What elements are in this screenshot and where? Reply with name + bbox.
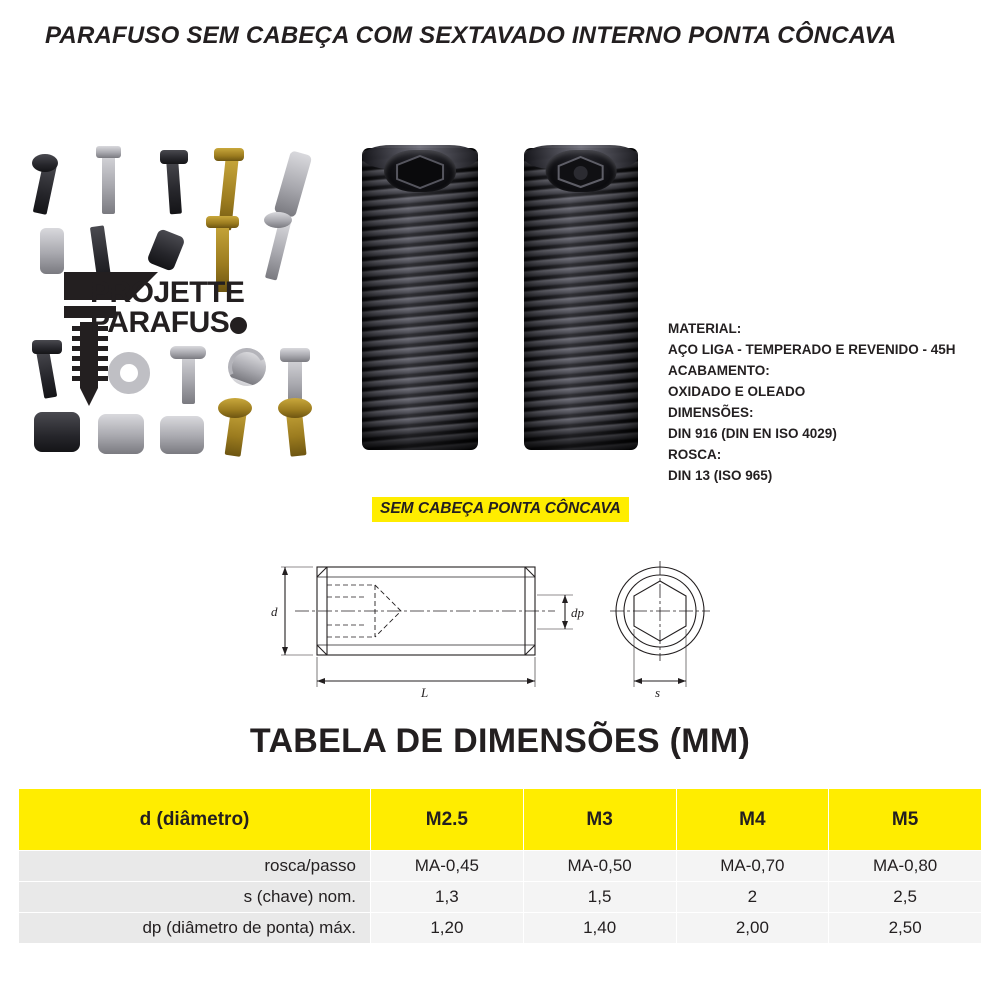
cell-value: MA-0,70 <box>676 851 829 882</box>
material-label: MATERIAL: <box>668 321 742 336</box>
material-value: AÇO LIGA - TEMPERADO E REVENIDO - 45H <box>668 342 956 357</box>
page-title: PARAFUSO SEM CABEÇA COM SEXTAVADO INTERNO PONTA CÔNCAVA <box>45 22 897 49</box>
dimensions-label: DIMENSÕES: <box>668 405 754 420</box>
row-label-dp-max: dp (diâmetro de ponta) máx. <box>19 913 371 944</box>
dimensions-value: DIN 916 (DIN EN ISO 4029) <box>668 426 837 441</box>
cell-value: 2 <box>676 882 829 913</box>
brand-line-2: PARAFUS <box>90 308 247 338</box>
table-header-row <box>19 789 982 851</box>
product-screw-photo-1 <box>362 148 478 450</box>
finish-label: ACABAMENTO: <box>668 363 770 378</box>
hex-socket-icon <box>391 154 449 190</box>
product-photo-area <box>0 100 1000 483</box>
dimensions-table <box>18 788 982 944</box>
technical-drawing-svg <box>255 545 755 710</box>
cell-value: MA-0,80 <box>829 851 982 882</box>
row-label-chave-nom: s (chave) nom. <box>19 882 371 913</box>
cell-value: 1,3 <box>371 882 524 913</box>
table-title: TABELA DE DIMENSÕES (MM) <box>249 722 751 760</box>
page-header <box>0 0 1000 72</box>
cell-value: 2,00 <box>676 913 829 944</box>
row-label-rosca-passo: rosca/passo <box>19 851 371 882</box>
brand-logo <box>28 140 348 450</box>
drawing-label-L: L <box>421 685 429 700</box>
table-header-m25: M2.5 <box>371 789 524 851</box>
table-row <box>19 913 982 944</box>
specifications-block <box>668 318 956 486</box>
cell-value: MA-0,50 <box>523 851 676 882</box>
product-caption-badge: SEM CABEÇA PONTA CÔNCAVA <box>372 497 629 522</box>
table-header-m4: M4 <box>676 789 829 851</box>
table-row <box>19 851 982 882</box>
table-header-m5: M5 <box>829 789 982 851</box>
brand-name <box>90 278 247 338</box>
cell-value: 1,40 <box>523 913 676 944</box>
table-row <box>19 882 982 913</box>
drawing-label-s: s <box>655 685 661 700</box>
cell-value: 2,50 <box>829 913 982 944</box>
cell-value: 2,5 <box>829 882 982 913</box>
hex-socket-icon <box>553 154 609 190</box>
finish-value: OXIDADO E OLEADO <box>668 384 806 399</box>
drawing-label-d: d <box>271 604 278 619</box>
drawing-label-dp: dp <box>571 605 584 620</box>
product-screw-photo-2 <box>524 148 638 450</box>
thread-value: DIN 13 (ISO 965) <box>668 468 773 483</box>
logo-dot-icon <box>230 317 247 334</box>
thread-label: ROSCA: <box>668 447 722 462</box>
cell-value: MA-0,45 <box>371 851 524 882</box>
table-header-diameter: d (diâmetro) <box>19 789 371 851</box>
brand-line-1: PROJETTE <box>90 276 245 309</box>
table-header-m3: M3 <box>523 789 676 851</box>
technical-drawing <box>255 545 755 710</box>
cell-value: 1,5 <box>523 882 676 913</box>
cell-value: 1,20 <box>371 913 524 944</box>
